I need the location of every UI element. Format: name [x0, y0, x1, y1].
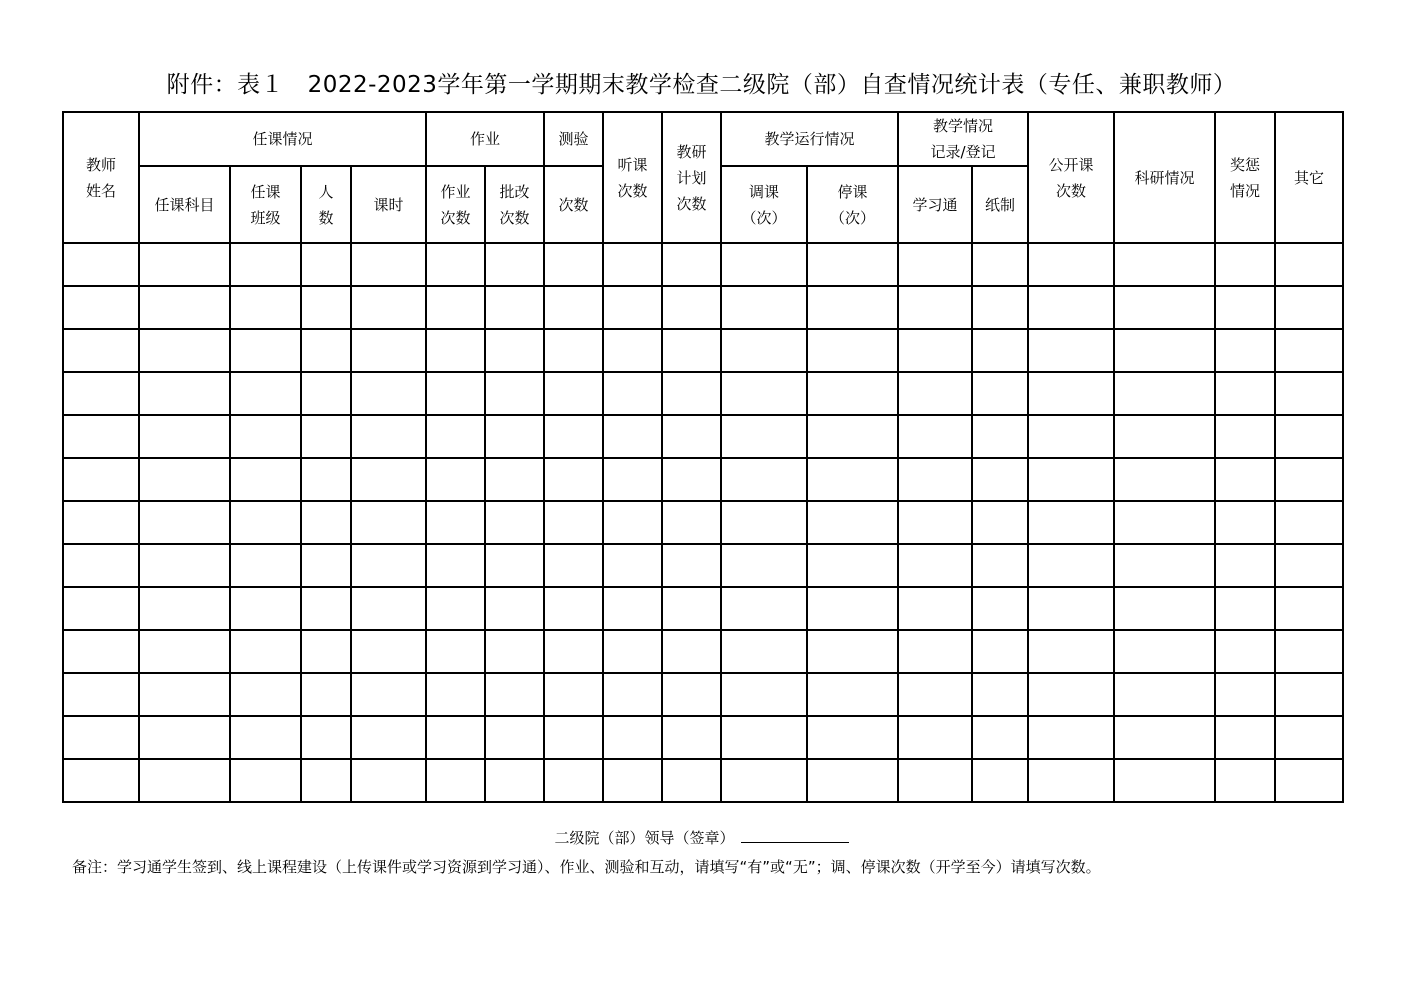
table-cell[interactable] — [544, 716, 603, 759]
table-cell[interactable] — [972, 630, 1028, 673]
table-cell[interactable] — [898, 630, 972, 673]
table-cell[interactable] — [603, 630, 662, 673]
table-cell[interactable] — [898, 587, 972, 630]
table-cell[interactable] — [63, 501, 139, 544]
header-awards: 奖惩 情况 — [1215, 112, 1275, 243]
table-cell[interactable] — [662, 458, 721, 501]
table-row — [63, 544, 1343, 587]
footnote: 备注：学习通学生签到、线上课程建设（上传课件或学习资源到学习通）、作业、测验和互动，请填写“有”或“无”；调、停课次数（开学至今）请填写次数。 — [72, 858, 1101, 876]
table-cell[interactable] — [807, 544, 898, 587]
table-cell[interactable] — [603, 415, 662, 458]
table-cell[interactable] — [1114, 372, 1215, 415]
table-cell[interactable] — [807, 458, 898, 501]
table-cell[interactable] — [230, 286, 301, 329]
table-cell[interactable] — [301, 630, 351, 673]
table-cell[interactable] — [230, 587, 301, 630]
table-cell[interactable] — [1275, 501, 1343, 544]
header-open-class: 公开课 次数 — [1028, 112, 1114, 243]
table-cell[interactable] — [1215, 716, 1275, 759]
signature-blank[interactable] — [741, 826, 849, 843]
table-cell[interactable] — [301, 673, 351, 716]
table-cell[interactable] — [807, 630, 898, 673]
table-cell[interactable] — [603, 544, 662, 587]
table-cell[interactable] — [426, 415, 485, 458]
table-cell[interactable] — [603, 501, 662, 544]
table-cell[interactable] — [485, 759, 544, 802]
table-cell[interactable] — [721, 673, 807, 716]
table-cell[interactable] — [662, 372, 721, 415]
table-cell[interactable] — [139, 286, 230, 329]
table-cell[interactable] — [898, 415, 972, 458]
table-cell[interactable] — [898, 759, 972, 802]
table-cell[interactable] — [807, 329, 898, 372]
table-cell[interactable] — [603, 673, 662, 716]
header-record: 教学情况 记录/登记 — [898, 112, 1028, 166]
table-cell[interactable] — [898, 544, 972, 587]
table-cell[interactable] — [721, 415, 807, 458]
table-cell[interactable] — [426, 759, 485, 802]
table-cell[interactable] — [972, 458, 1028, 501]
table-cell[interactable] — [63, 630, 139, 673]
table-cell[interactable] — [230, 716, 301, 759]
table-cell[interactable] — [301, 501, 351, 544]
table-cell[interactable] — [662, 673, 721, 716]
table-cell[interactable] — [1028, 587, 1114, 630]
table-cell[interactable] — [1275, 415, 1343, 458]
table-cell[interactable] — [63, 329, 139, 372]
table-cell[interactable] — [972, 501, 1028, 544]
table-cell[interactable] — [1114, 544, 1215, 587]
table-cell[interactable] — [807, 372, 898, 415]
table-cell[interactable] — [230, 372, 301, 415]
table-cell[interactable] — [485, 587, 544, 630]
table-cell[interactable] — [721, 501, 807, 544]
table-cell[interactable] — [1028, 329, 1114, 372]
table-cell[interactable] — [1028, 372, 1114, 415]
table-cell[interactable] — [972, 673, 1028, 716]
table-cell[interactable] — [139, 501, 230, 544]
table-cell[interactable] — [898, 243, 972, 286]
table-row — [63, 673, 1343, 716]
table-cell[interactable] — [603, 329, 662, 372]
table-cell[interactable] — [721, 544, 807, 587]
table-cell[interactable] — [544, 630, 603, 673]
table-row — [63, 759, 1343, 802]
table-cell[interactable] — [351, 458, 426, 501]
table-cell[interactable] — [485, 544, 544, 587]
table-row — [63, 243, 1343, 286]
table-cell[interactable] — [485, 630, 544, 673]
table-cell[interactable] — [426, 544, 485, 587]
table-cell[interactable] — [351, 415, 426, 458]
table-cell[interactable] — [426, 630, 485, 673]
table-cell[interactable] — [1028, 243, 1114, 286]
table-cell[interactable] — [807, 673, 898, 716]
table-cell[interactable] — [1215, 587, 1275, 630]
table-cell[interactable] — [485, 243, 544, 286]
table-cell[interactable] — [1215, 673, 1275, 716]
table-cell[interactable] — [351, 286, 426, 329]
table-row — [63, 372, 1343, 415]
table-cell[interactable] — [807, 716, 898, 759]
table-row — [63, 286, 1343, 329]
table-cell[interactable] — [1215, 759, 1275, 802]
table-cell[interactable] — [1275, 329, 1343, 372]
table-cell[interactable] — [485, 458, 544, 501]
table-cell[interactable] — [1114, 243, 1215, 286]
table-cell[interactable] — [351, 759, 426, 802]
table-cell[interactable] — [544, 587, 603, 630]
table-cell[interactable] — [544, 673, 603, 716]
header-paper: 纸制 — [972, 166, 1028, 243]
table-cell[interactable] — [301, 243, 351, 286]
table-cell[interactable] — [139, 716, 230, 759]
header-grading-times: 批改 次数 — [485, 166, 544, 243]
header-suspend: 停课 （次） — [807, 166, 898, 243]
table-cell[interactable] — [898, 329, 972, 372]
table-cell[interactable] — [63, 415, 139, 458]
table-row — [63, 458, 1343, 501]
table-cell[interactable] — [426, 587, 485, 630]
header-row-1 — [63, 112, 1343, 166]
table-cell[interactable] — [603, 458, 662, 501]
header-homework: 作业 — [426, 112, 544, 166]
table-cell[interactable] — [63, 759, 139, 802]
table-cell[interactable] — [1215, 329, 1275, 372]
table-cell[interactable] — [351, 329, 426, 372]
signature-label: 二级院（部）领导（签章） — [554, 829, 735, 847]
table-cell[interactable] — [63, 716, 139, 759]
table-cell[interactable] — [63, 243, 139, 286]
table-cell[interactable] — [662, 286, 721, 329]
table-cell[interactable] — [63, 587, 139, 630]
table-cell[interactable] — [230, 673, 301, 716]
table-cell[interactable] — [662, 716, 721, 759]
table-cell[interactable] — [230, 544, 301, 587]
table-cell[interactable] — [544, 243, 603, 286]
header-teacher-name: 教师 姓名 — [63, 112, 139, 243]
header-reschedule: 调课 （次） — [721, 166, 807, 243]
table-cell[interactable] — [139, 587, 230, 630]
table-cell[interactable] — [807, 759, 898, 802]
table-cell[interactable] — [1114, 587, 1215, 630]
table-cell[interactable] — [1215, 243, 1275, 286]
table-cell[interactable] — [972, 716, 1028, 759]
header-hw-times: 作业 次数 — [426, 166, 485, 243]
table-cell[interactable] — [721, 587, 807, 630]
table-cell[interactable] — [1215, 501, 1275, 544]
table-cell[interactable] — [139, 673, 230, 716]
table-cell[interactable] — [230, 415, 301, 458]
statistics-table — [62, 111, 1344, 803]
table-cell[interactable] — [63, 673, 139, 716]
table-cell[interactable] — [603, 372, 662, 415]
table-cell[interactable] — [426, 329, 485, 372]
table-cell[interactable] — [1028, 458, 1114, 501]
table-cell[interactable] — [426, 372, 485, 415]
table-cell[interactable] — [898, 673, 972, 716]
table-cell[interactable] — [485, 415, 544, 458]
table-row — [63, 630, 1343, 673]
header-operation: 教学运行情况 — [721, 112, 898, 166]
table-cell[interactable] — [351, 673, 426, 716]
table-cell[interactable] — [807, 415, 898, 458]
table-cell[interactable] — [662, 630, 721, 673]
table-cell[interactable] — [485, 716, 544, 759]
table-cell[interactable] — [662, 759, 721, 802]
table-cell[interactable] — [63, 458, 139, 501]
table-cell[interactable] — [721, 243, 807, 286]
table-cell[interactable] — [351, 372, 426, 415]
table-cell[interactable] — [1215, 415, 1275, 458]
table-cell[interactable] — [1275, 759, 1343, 802]
table-cell[interactable] — [662, 587, 721, 630]
table-cell[interactable] — [230, 458, 301, 501]
table-cell[interactable] — [1028, 286, 1114, 329]
table-cell[interactable] — [662, 415, 721, 458]
table-cell[interactable] — [63, 544, 139, 587]
table-cell[interactable] — [1028, 630, 1114, 673]
table-cell[interactable] — [544, 501, 603, 544]
table-cell[interactable] — [721, 759, 807, 802]
table-cell[interactable] — [603, 587, 662, 630]
table-cell[interactable] — [485, 372, 544, 415]
table-cell[interactable] — [898, 501, 972, 544]
table-cell[interactable] — [426, 673, 485, 716]
table-cell[interactable] — [1275, 673, 1343, 716]
table-cell[interactable] — [972, 544, 1028, 587]
table-cell[interactable] — [1028, 759, 1114, 802]
table-cell[interactable] — [230, 501, 301, 544]
table-cell[interactable] — [1114, 759, 1215, 802]
table-cell[interactable] — [351, 501, 426, 544]
table-cell[interactable] — [301, 372, 351, 415]
table-cell[interactable] — [972, 329, 1028, 372]
table-cell[interactable] — [301, 458, 351, 501]
table-cell[interactable] — [1114, 501, 1215, 544]
header-class: 任课 班级 — [230, 166, 301, 243]
table-cell[interactable] — [898, 716, 972, 759]
table-cell[interactable] — [603, 243, 662, 286]
table-cell[interactable] — [721, 716, 807, 759]
table-cell[interactable] — [351, 630, 426, 673]
table-cell[interactable] — [807, 587, 898, 630]
table-cell[interactable] — [972, 243, 1028, 286]
table-cell[interactable] — [1215, 458, 1275, 501]
table-cell[interactable] — [1114, 415, 1215, 458]
table-row — [63, 415, 1343, 458]
table-cell[interactable] — [544, 759, 603, 802]
table-cell[interactable] — [898, 372, 972, 415]
table-cell[interactable] — [1028, 544, 1114, 587]
table-cell[interactable] — [603, 286, 662, 329]
table-cell[interactable] — [721, 630, 807, 673]
table-cell[interactable] — [972, 587, 1028, 630]
table-cell[interactable] — [139, 329, 230, 372]
table-cell[interactable] — [1028, 415, 1114, 458]
table-cell[interactable] — [426, 243, 485, 286]
header-research: 科研情况 — [1114, 112, 1215, 243]
header-teaching-info: 任课情况 — [139, 112, 426, 166]
table-cell[interactable] — [139, 458, 230, 501]
header-xuexitong: 学习通 — [898, 166, 972, 243]
table-cell[interactable] — [1028, 716, 1114, 759]
table-cell[interactable] — [1028, 673, 1114, 716]
table-cell[interactable] — [301, 759, 351, 802]
table-cell[interactable] — [1215, 286, 1275, 329]
table-cell[interactable] — [230, 243, 301, 286]
table-cell[interactable] — [544, 329, 603, 372]
signature-line — [0, 826, 1403, 848]
table-cell[interactable] — [485, 673, 544, 716]
table-cell[interactable] — [1215, 544, 1275, 587]
table-cell[interactable] — [1114, 286, 1215, 329]
table-cell[interactable] — [139, 630, 230, 673]
table-cell[interactable] — [807, 501, 898, 544]
table-cell[interactable] — [1114, 329, 1215, 372]
table-cell[interactable] — [301, 716, 351, 759]
table-cell[interactable] — [721, 458, 807, 501]
table-cell[interactable] — [426, 458, 485, 501]
table-cell[interactable] — [544, 544, 603, 587]
header-hours: 课时 — [351, 166, 426, 243]
header-lecture-listen: 听课 次数 — [603, 112, 662, 243]
table-cell[interactable] — [301, 544, 351, 587]
header-test-times: 次数 — [544, 166, 603, 243]
header-research-plan: 教研 计划 次数 — [662, 112, 721, 243]
table-cell[interactable] — [972, 286, 1028, 329]
header-test: 测验 — [544, 112, 603, 166]
table-cell[interactable] — [139, 544, 230, 587]
table-cell[interactable] — [1114, 673, 1215, 716]
table-cell[interactable] — [1215, 372, 1275, 415]
table-cell[interactable] — [544, 286, 603, 329]
table-cell[interactable] — [426, 501, 485, 544]
table-cell[interactable] — [544, 415, 603, 458]
table-cell[interactable] — [972, 415, 1028, 458]
table-cell[interactable] — [603, 716, 662, 759]
table-cell[interactable] — [139, 372, 230, 415]
table-cell[interactable] — [63, 286, 139, 329]
table-cell[interactable] — [807, 243, 898, 286]
table-cell[interactable] — [139, 243, 230, 286]
table-cell[interactable] — [301, 587, 351, 630]
table-cell[interactable] — [1275, 716, 1343, 759]
table-cell[interactable] — [1028, 501, 1114, 544]
table-cell[interactable] — [351, 243, 426, 286]
table-cell[interactable] — [721, 329, 807, 372]
table-cell[interactable] — [603, 759, 662, 802]
table-cell[interactable] — [898, 458, 972, 501]
table-cell[interactable] — [301, 329, 351, 372]
table-cell[interactable] — [662, 329, 721, 372]
table-cell[interactable] — [139, 415, 230, 458]
table-cell[interactable] — [1114, 630, 1215, 673]
table-cell[interactable] — [1275, 372, 1343, 415]
table-row — [63, 716, 1343, 759]
table-cell[interactable] — [1215, 630, 1275, 673]
table-cell[interactable] — [485, 501, 544, 544]
header-other: 其它 — [1275, 112, 1343, 243]
table-cell[interactable] — [662, 501, 721, 544]
table-cell[interactable] — [972, 759, 1028, 802]
table-cell[interactable] — [721, 286, 807, 329]
table-cell[interactable] — [301, 286, 351, 329]
table-row — [63, 501, 1343, 544]
table-cell[interactable] — [1114, 716, 1215, 759]
table-cell[interactable] — [351, 587, 426, 630]
table-cell[interactable] — [1275, 243, 1343, 286]
header-subject: 任课科目 — [139, 166, 230, 243]
table-cell[interactable] — [662, 243, 721, 286]
table-cell[interactable] — [230, 759, 301, 802]
table-cell[interactable] — [544, 372, 603, 415]
page-title: 附件：表１ 2022-2023学年第一学期期末教学检查二级院（部）自查情况统计表（专任、兼职教师） — [166, 72, 1237, 98]
table-cell[interactable] — [63, 372, 139, 415]
table-cell[interactable] — [972, 372, 1028, 415]
table-cell[interactable] — [351, 716, 426, 759]
table-cell[interactable] — [1275, 587, 1343, 630]
table-row — [63, 329, 1343, 372]
table-cell[interactable] — [426, 716, 485, 759]
table-cell[interactable] — [1275, 286, 1343, 329]
table-cell[interactable] — [1114, 458, 1215, 501]
table-cell[interactable] — [662, 544, 721, 587]
table-cell[interactable] — [139, 759, 230, 802]
header-count: 人 数 — [301, 166, 351, 243]
table-cell[interactable] — [301, 415, 351, 458]
table-row — [63, 587, 1343, 630]
table-cell[interactable] — [721, 372, 807, 415]
table-cell[interactable] — [544, 458, 603, 501]
table-cell[interactable] — [1275, 630, 1343, 673]
table-cell[interactable] — [1275, 458, 1343, 501]
table-cell[interactable] — [807, 286, 898, 329]
table-cell[interactable] — [426, 286, 485, 329]
table-cell[interactable] — [898, 286, 972, 329]
table-cell[interactable] — [485, 329, 544, 372]
table-cell[interactable] — [485, 286, 544, 329]
table-cell[interactable] — [1275, 544, 1343, 587]
table-cell[interactable] — [351, 544, 426, 587]
table-cell[interactable] — [230, 329, 301, 372]
table-cell[interactable] — [230, 630, 301, 673]
